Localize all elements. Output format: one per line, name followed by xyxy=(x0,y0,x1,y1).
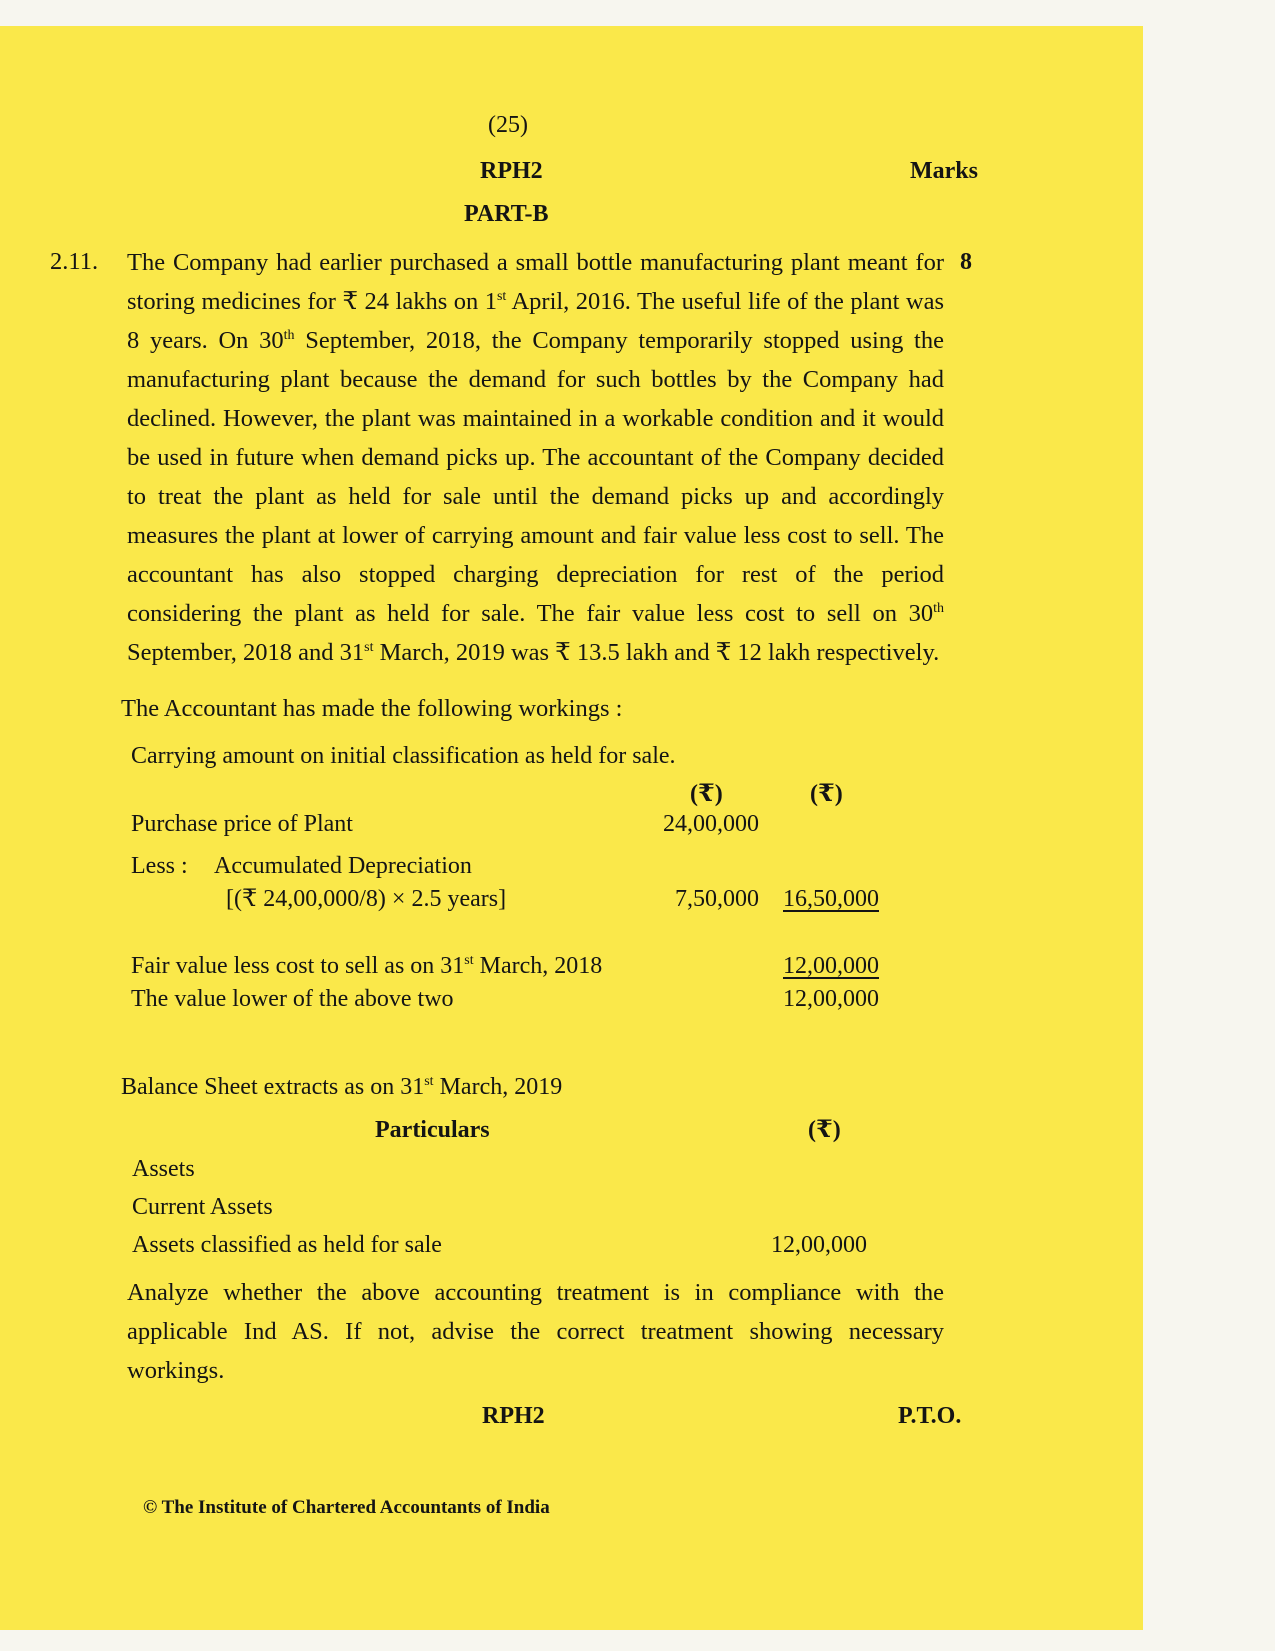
current-assets-label: Current Assets xyxy=(132,1194,273,1220)
accumulated-depreciation-formula: [(₹ 24,00,000/8) × 2.5 years] xyxy=(226,886,507,912)
held-for-sale-value: 12,00,000 xyxy=(771,1232,867,1258)
fair-value-label: Fair value less cost to sell as on 31st March, 2018 xyxy=(131,953,603,979)
amount-header: (₹) xyxy=(808,1117,841,1143)
question-paragraph: The Company had earlier purchased a small bottle manufacturing plant meant for storing medicines for ₹ 24 lakhs on 1st April, 2016. The useful life of the plant was 8 years. On 30th September, 2018, the Company temporarily stopped using the manufacturing plant because the demand for such bottles by the Company had declined. However, the plant was maintained in a workable condition and it would be used in future when demand picks up. The accountant of the Company decided to treat the plant as held for sale until the demand picks up and accordingly measures the plant at lower of carrying amount and fair value less cost to sell. The accountant has also stopped charging depreciation for rest of the period considering the plant as held for sale. The fair value less cost to sell on 30th September, 2018 and 31st March, 2019 was ₹ 13.5 lakh and ₹ 12 lakh respectively. xyxy=(127,249,944,666)
accumulated-depreciation-label: Accumulated Depreciation xyxy=(214,853,472,879)
footer-paper-code: RPH2 xyxy=(482,1403,545,1429)
question-instruction: Analyze whether the above accounting treatment is in compliance with the applicable Ind AS. If not, advise the correct treatment showing necessary workings. xyxy=(127,1279,944,1384)
lower-value-amount: 12,00,000 xyxy=(783,986,879,1012)
lower-value-label: The value lower of the above two xyxy=(131,986,454,1012)
less-label: Less : xyxy=(131,853,188,879)
col1-rupee-header: (₹) xyxy=(690,781,723,807)
marks-heading: Marks xyxy=(910,158,978,184)
pto-label: P.T.O. xyxy=(898,1403,962,1429)
question-number: 2.11. xyxy=(50,248,99,275)
held-for-sale-label: Assets classified as held for sale xyxy=(132,1232,442,1258)
part-heading: PART-B xyxy=(464,201,549,227)
workings-intro: The Accountant has made the following workings : xyxy=(121,695,623,722)
col2-rupee-header: (₹) xyxy=(810,781,843,807)
question-marks: 8 xyxy=(960,249,972,275)
carrying-heading: Carrying amount on initial classification as held for sale. xyxy=(131,743,676,769)
purchase-price-label: Purchase price of Plant xyxy=(131,811,353,837)
copyright-notice: © The Institute of Chartered Accountants of India xyxy=(143,1497,550,1518)
carrying-amount-value: 16,50,000 xyxy=(783,886,879,912)
fair-value-amount: 12,00,000 xyxy=(783,953,879,979)
particulars-header: Particulars xyxy=(375,1117,490,1143)
balance-sheet-heading: Balance Sheet extracts as on 31st March, 2019 xyxy=(121,1074,563,1100)
purchase-price-value: 24,00,000 xyxy=(663,811,759,837)
page-number: (25) xyxy=(488,112,528,138)
accumulated-depreciation-value: 7,50,000 xyxy=(675,886,759,912)
assets-label: Assets xyxy=(132,1156,195,1182)
paper-code: RPH2 xyxy=(480,158,543,184)
